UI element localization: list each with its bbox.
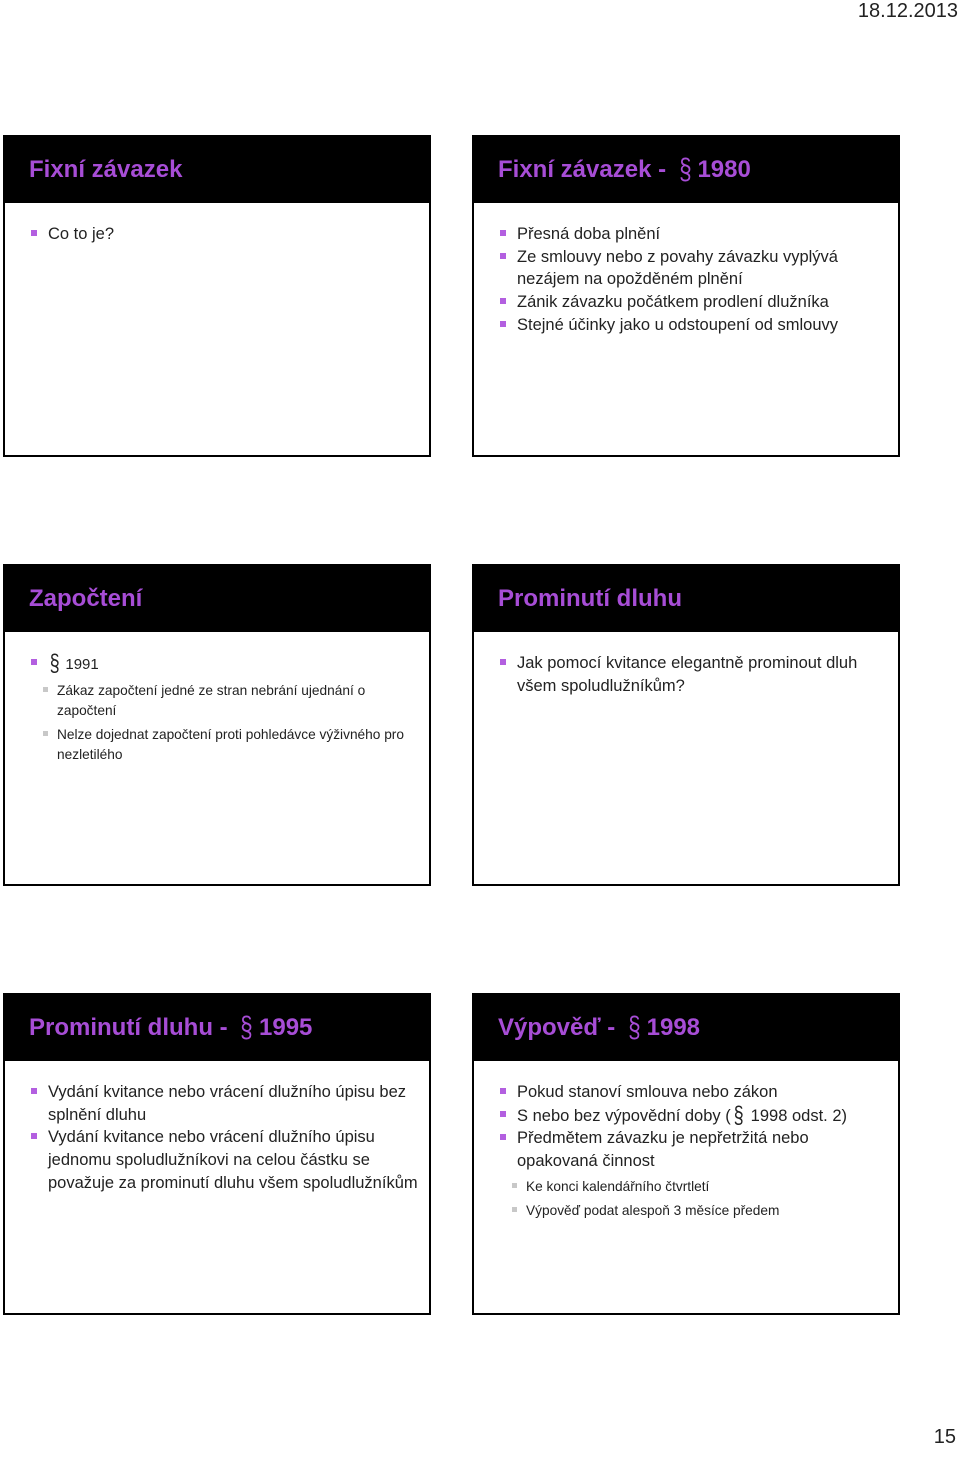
bullet-item xyxy=(29,652,419,677)
bullet-item: Zánik závazku počátkem prodlení dlužníka xyxy=(498,291,888,314)
bullet-year: 1991 xyxy=(65,656,99,673)
sub-bullet-item: Výpověď podat alespoň 3 měsíce předem xyxy=(498,1201,888,1221)
slide-header xyxy=(5,566,429,632)
slide-header xyxy=(474,137,898,203)
section-sign-icon: § xyxy=(628,1011,641,1044)
slide-body xyxy=(474,203,898,337)
slide-fixni-zavazek xyxy=(3,135,431,457)
slide-body xyxy=(5,203,429,246)
bullet-item: Vydání kvitance nebo vrácení dlužního úpisu jednomu spoludlužníkovi na celou částku se považuje za prominutí dluhu všem spoludlužníkům xyxy=(29,1126,419,1194)
section-sign-icon: § xyxy=(240,1011,253,1044)
slide-zapocteni xyxy=(3,564,431,886)
bullet-item xyxy=(498,1101,888,1129)
section-sign-icon: § xyxy=(733,1101,744,1129)
bullet-prefix: S nebo bez výpovědní doby ( xyxy=(517,1106,731,1125)
slide-header xyxy=(5,137,429,203)
page-number: 15 xyxy=(933,1426,956,1448)
slide-header xyxy=(474,566,898,632)
title-year: 1980 xyxy=(697,156,751,183)
bullet-item: Stejné účinky jako u odstoupení od smlouvy xyxy=(498,314,888,337)
title-year: 1995 xyxy=(259,1014,313,1041)
slide-body xyxy=(474,632,898,697)
slide-fixni-zavazek-1980 xyxy=(472,135,900,457)
bullet-item: Jak pomocí kvitance elegantně prominout dluh všem spoludlužníkům? xyxy=(498,652,888,697)
bullet-item: Pokud stanoví smlouva nebo zákon xyxy=(498,1081,888,1104)
slide-body xyxy=(474,1061,898,1221)
slide-header xyxy=(5,995,429,1061)
bullet-item: Ze smlouvy nebo z povahy závazku vyplývá nezájem na opožděném plnění xyxy=(498,246,888,291)
section-sign-icon: § xyxy=(49,650,60,677)
slide-vypoved-1998 xyxy=(472,993,900,1315)
title-prefix: Fixní závazek - xyxy=(498,156,673,183)
title-prefix: Prominutí dluhu - xyxy=(29,1014,235,1041)
bullet-item: Co to je? xyxy=(29,223,419,246)
sub-bullet-item: Zákaz započtení jedné ze stran nebrání ujednání o započtení xyxy=(29,681,419,721)
section-sign-icon: § xyxy=(678,153,692,186)
slide-title xyxy=(29,1011,313,1044)
print-date: 18.12.2013 xyxy=(857,0,958,22)
bullet-item: Předmětem závazku je nepřetržitá nebo opakovaná činnost xyxy=(498,1127,888,1172)
slide-prominuti-dluhu-1995 xyxy=(3,993,431,1315)
sub-bullet-item: Nelze dojednat započtení proti pohledávce výživného pro nezletilého xyxy=(29,725,419,765)
slide-body xyxy=(5,1061,429,1195)
sub-bullet-item: Ke konci kalendářního čtvrtletí xyxy=(498,1177,888,1197)
bullet-item: Přesná doba plnění xyxy=(498,223,888,246)
title-prefix: Výpověď - xyxy=(498,1014,622,1041)
title-year: 1998 xyxy=(646,1014,701,1041)
slide-title xyxy=(498,153,751,186)
slide-prominuti-dluhu xyxy=(472,564,900,886)
slide-body xyxy=(5,632,429,765)
slide-title xyxy=(498,1011,701,1044)
slide-title: Fixní závazek xyxy=(29,156,183,183)
slide-title: Prominutí dluhu xyxy=(498,585,682,612)
bullet-suffix: 1998 odst. 2) xyxy=(746,1106,847,1125)
bullet-item: Vydání kvitance nebo vrácení dlužního úpisu bez splnění dluhu xyxy=(29,1081,419,1126)
slide-title: Započtení xyxy=(29,585,143,612)
slide-header xyxy=(474,995,898,1061)
